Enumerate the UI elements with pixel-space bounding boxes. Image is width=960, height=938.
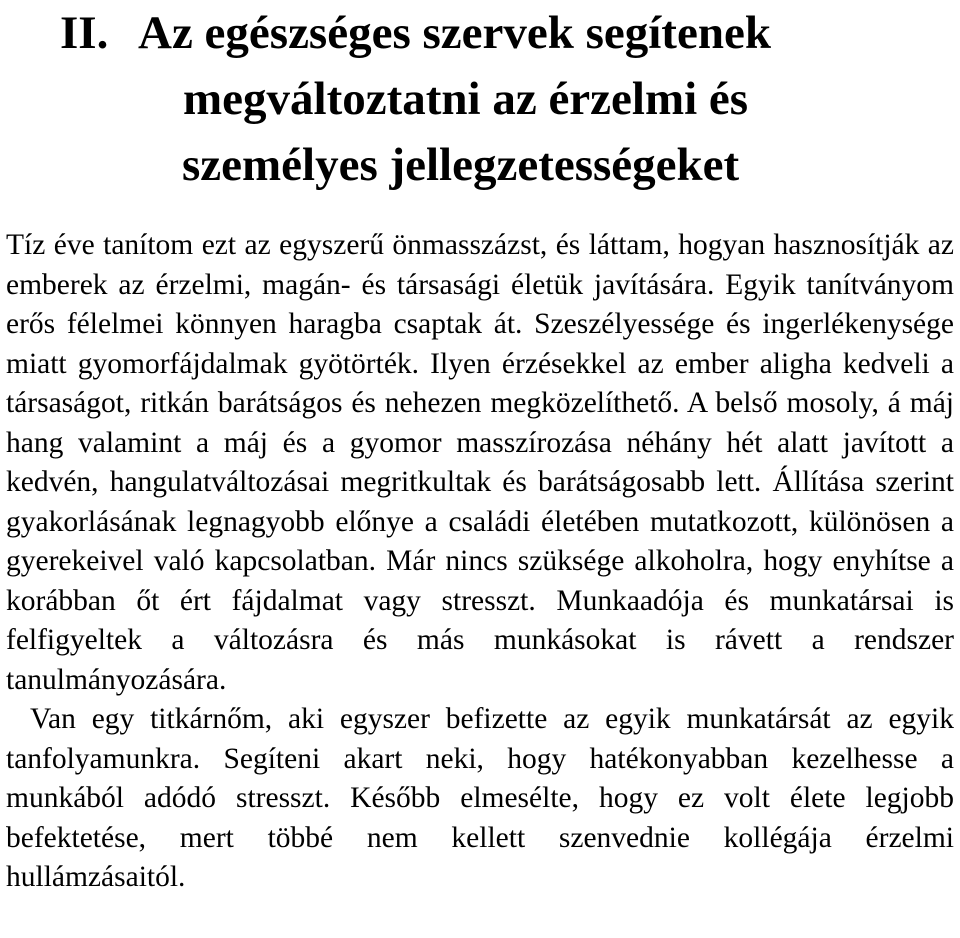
chapter-title-line-3: személyes jellegzetességeket: [182, 139, 740, 191]
chapter-title-line-1: Az egészséges szervek segítenek: [138, 7, 771, 59]
paragraph: Tíz éve tanítom ezt az egyszerű önmasszázst, és láttam, hogyan hasznosítják az emberek az érzelmi, magán- és társasági életük javítására. Egyik tanítványom erős félelmei könnyen haragba csaptak át. Szeszélyessége és ingerlékenysége miatt gyomorfájdalmak gyötörték. Ilyen érzésekkel az ember aligha kedveli a társaságot, ritkán barátságos és nehezen megközelíthető. A belső mosoly, á máj hang valamint a máj és a gyomor masszírozása néhány hét alatt javított a kedvén, hangulatváltozásai megritkultak és barátságosabb lett. Állítása szerint gyakorlásának legnagyobb előnye a családi életében mutatkozott, különösen a gyerekeivel való kapcsolatban. Már nincs szüksége alkoholra, hogy enyhítse a korábban őt ért fájdalmat vagy stresszt. Munkaadója és munkatársai is felfigyeltek a változásra és más munkásokat is rávett a rendszer tanulmányozására.: [6, 229, 954, 696]
chapter-number: II.: [60, 7, 109, 59]
chapter-title-line-2: megváltoztatni az érzelmi és: [183, 73, 749, 125]
body-text: [6, 226, 954, 898]
paragraph: Van egy titkárnőm, aki egyszer befizette az egyik munkatársát az egyik tanfolyamunkra. Segíteni akart neki, hogy hatékonyabban kezelhesse a munkából adódó stresszt. Később elmesélte, hogy ez volt élete legjobb befektetése, mert többé nem kellett szenvednie kollégája érzelmi hullámzásaitól.: [6, 703, 954, 893]
chapter-heading: [0, 0, 960, 198]
